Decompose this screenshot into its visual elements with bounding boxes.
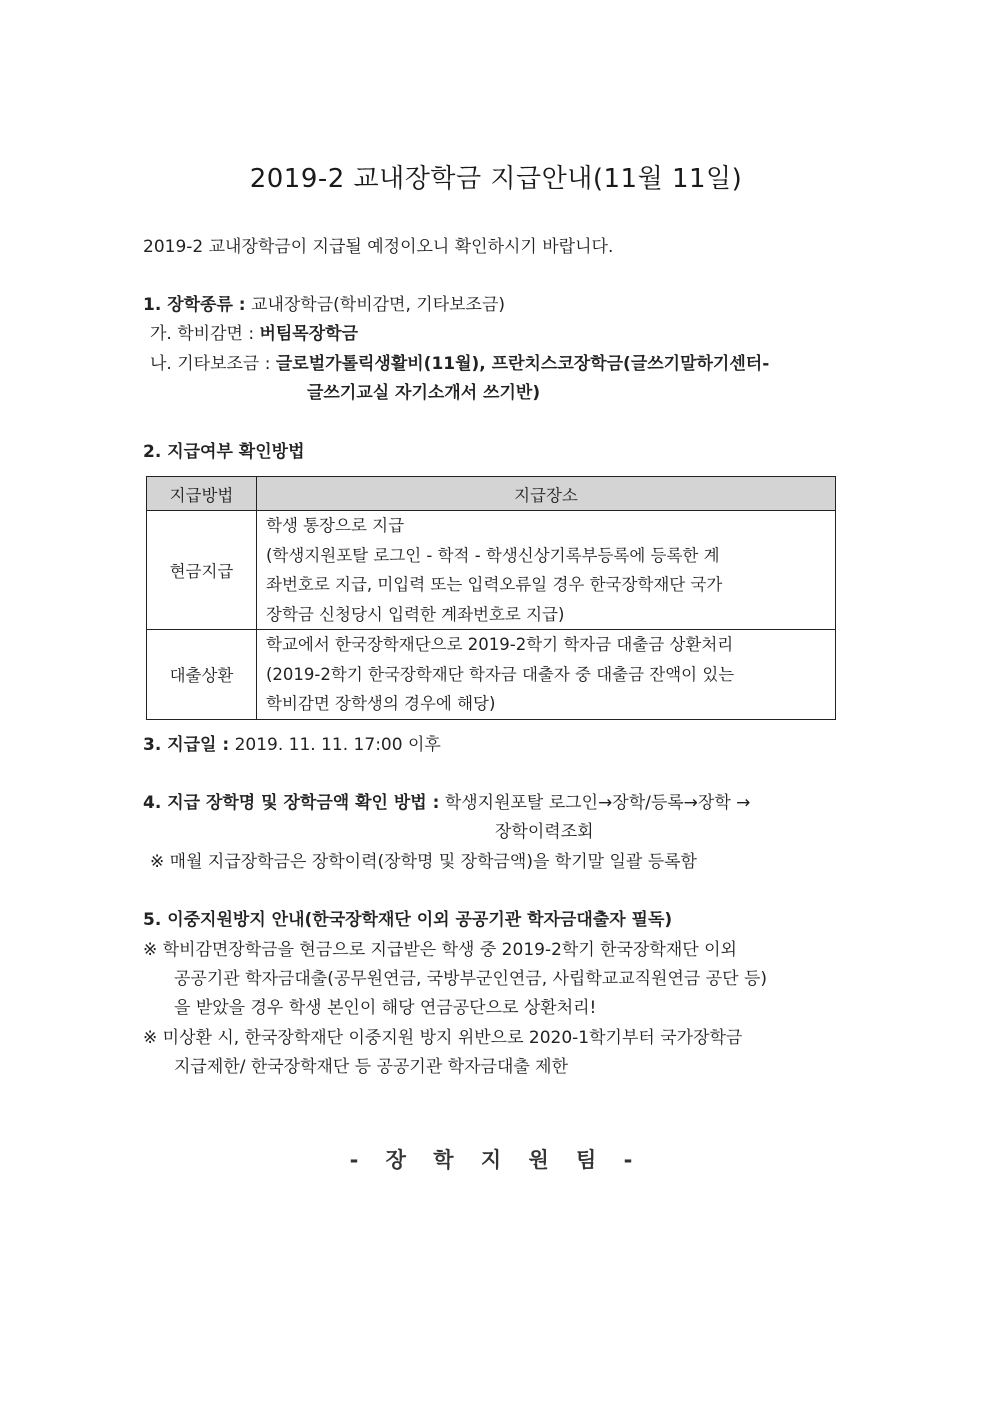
table-row — [147, 511, 836, 630]
section1-item-b-value-line1: 글로벌가톨릭생활비(11월), 프란치스코장학금(글쓰기말하기센터- — [275, 354, 770, 374]
section5-note1-line3: 을 받았을 경우 학생 본인이 해당 연금공단으로 상환처리! — [174, 998, 597, 1018]
section1-item-b — [150, 353, 769, 375]
section5-note1-line1: ※ 학비감면장학금을 현금으로 지급받은 학생 중 2019-2학기 한국장학재단 이외 — [143, 940, 737, 960]
section5-note2-line1: ※ 미상환 시, 한국장학재단 이중지원 방지 위반으로 2020-1학기부터 국가장학금 — [143, 1028, 743, 1048]
section3-value: 2019. 11. 11. 17:00 이후 — [229, 735, 441, 755]
footer-team-name: - 장 학 지 원 팀 - — [349, 1148, 643, 1172]
section4-value-line2: 장학이력조회 — [495, 822, 594, 842]
payment-method-table — [146, 476, 836, 720]
section5-heading: 5. 이중지원방지 안내(한국장학재단 이외 공공기관 학자금대출자 필독) — [143, 910, 673, 930]
table-cell-method: 현금지급 — [147, 511, 257, 630]
intro-text: 2019-2 교내장학금이 지급될 예정이오니 확인하시기 바랍니다. — [143, 237, 614, 257]
page-title: 2019-2 교내장학금 지급안내(11월 11일) — [249, 164, 743, 194]
section1-item-b-value-line2: 글쓰기교실 자기소개서 쓰기반) — [307, 383, 541, 403]
table-cell-line: 학교에서 한국장학재단으로 2019-2학기 학자금 대출금 상환처리 — [266, 635, 734, 654]
section1-item-a-value: 버팀목장학금 — [259, 324, 358, 344]
table-cell-line: (2019-2학기 한국장학재단 학자금 대출자 중 대출금 잔액이 있는 — [266, 664, 735, 684]
section1-heading: 1. 장학종류 : — [143, 295, 246, 315]
section5-note2-line2: 지급제한/ 한국장학재단 등 공공기관 학자금대출 제한 — [174, 1057, 569, 1077]
section3-line — [143, 734, 441, 756]
table-header-method: 지급방법 — [147, 477, 257, 511]
table-row — [147, 630, 836, 720]
section1-item-a — [150, 323, 358, 345]
section4-line — [143, 792, 750, 814]
section3-heading: 3. 지급일 : — [143, 735, 230, 755]
table-cell-line: 좌번호로 지급, 미입력 또는 입력오류일 경우 한국장학재단 국가 — [266, 575, 723, 594]
table-cell-line: (학생지원포탈 로그인 - 학적 - 학생신상기록부등록에 등록한 계 — [266, 545, 720, 565]
section4-heading: 4. 지급 장학명 및 장학금액 확인 방법 : — [143, 793, 440, 813]
section4-value-line1: 학생지원포탈 로그인→장학/등록→장학 → — [439, 793, 751, 813]
table-cell-line: 학생 통장으로 지급 — [266, 516, 405, 535]
table-cell-place — [257, 630, 836, 720]
table-cell-line: 학비감면 장학생의 경우에 해당) — [266, 694, 496, 713]
section1-item-b-label: 나. 기타보조금 : — [150, 354, 276, 374]
table-cell-method: 대출상환 — [147, 630, 257, 720]
section4-note: ※ 매월 지급장학금은 장학이력(장학명 및 장학금액)을 학기말 일괄 등록함 — [150, 852, 697, 872]
section1-item-a-label: 가. 학비감면 : — [150, 324, 260, 344]
section1-heading-line — [143, 294, 505, 316]
section1-heading-value: 교내장학금(학비감면, 기타보조금) — [245, 295, 506, 315]
table-header-row — [147, 477, 836, 511]
table-cell-line: 장학금 신청당시 입력한 계좌번호로 지급) — [266, 604, 565, 624]
table-cell-place — [257, 511, 836, 630]
table-header-place: 지급장소 — [257, 477, 836, 511]
section5-note1-line2: 공공기관 학자금대출(공무원연금, 국방부군인연금, 사립학교교직원연금 공단 등) — [174, 969, 768, 989]
section2-heading: 2. 지급여부 확인방법 — [143, 442, 305, 462]
